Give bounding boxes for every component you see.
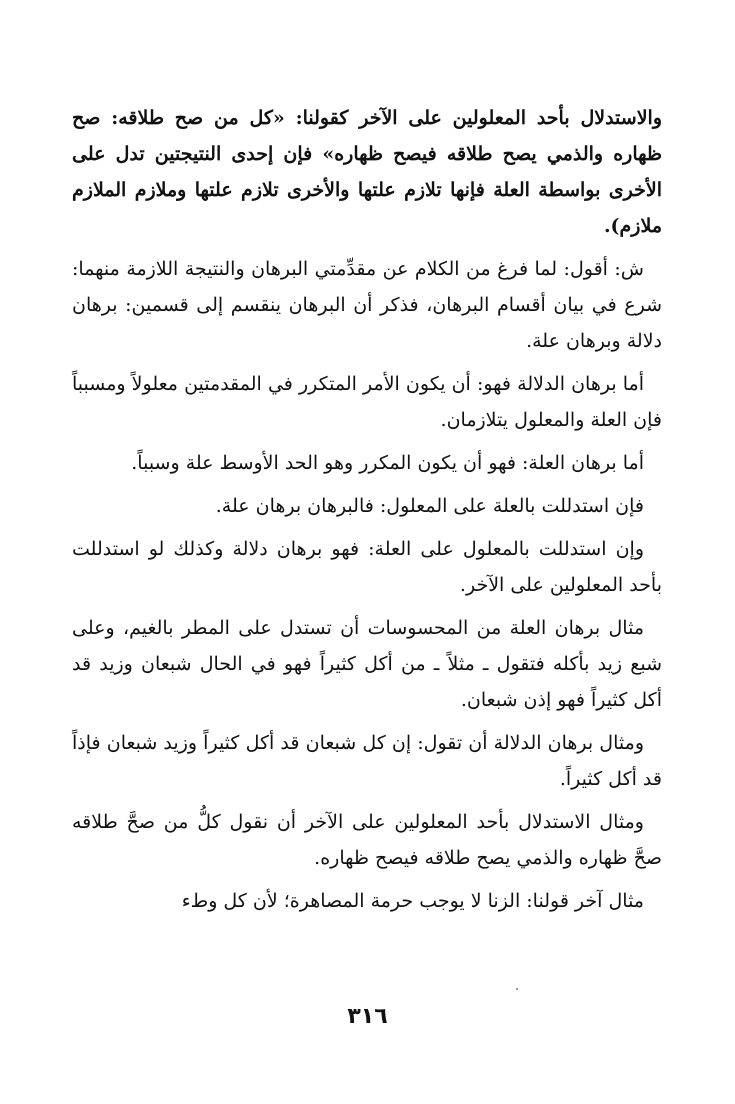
paragraph-illa-example: مثال برهان العلة من المحسوسات أن تستدل على المطر بالغيم، وعلى شبع زيد بأكله فتقول ـ مثلاً ـ من أكل كثيراً فهو في الحال شبعان وزيد قد أكل كثيراً فهو إذن شبعان. bbox=[72, 617, 662, 711]
paragraph-illa-inference: فإن استدللت بالعلة على المعلول: فالبرهان برهان علة. bbox=[215, 495, 644, 517]
page-number: ٣١٦ bbox=[347, 1004, 388, 1029]
paragraph-dalala-example: ومثال برهان الدلالة أن تقول: إن كل شبعان قد أكل كثيراً وزيد شبعان فإذاً قد أكل كثيراً. bbox=[72, 732, 662, 790]
paragraph-illa-definition: أما برهان العلة: فهو أن يكون المكرر وهو الحد الأوسط علة وسبباً. bbox=[131, 452, 644, 474]
paragraph-dalala-inference: وإن استدللت بالمعلول على العلة: فهو برهان دلالة وكذلك لو استدللت بأحد المعلولين على الآخر. bbox=[72, 538, 662, 596]
paragraph-dalala-definition: أما برهان الدلالة فهو: أن يكون الأمر المتكرر في المقدمتين معلولاً ومسبباً فإن العلة والمعلول يتلازمان. bbox=[72, 373, 662, 431]
paragraph-sharh-intro: ش: أقول: لما فرغ من الكلام عن مقدِّمتي البرهان والنتيجة اللازمة منهما: شرع في بيان أقسام البرهان، فذكر أن البرهان ينقسم إلى قسمين: برهان دلالة وبرهان علة. bbox=[72, 258, 662, 352]
paragraph-matn: والاستدلال بأحد المعلولين على الآخر كقولنا: «كل من صح طلاقه: صح ظهاره والذمي يصح طلاقه فيصح ظهاره» فإن إحدى النتيجتين تدل على الأخرى بواسطة العلة فإنها تلازم علتها والأخرى تلازم علتها وملازم الملازم ملازم). bbox=[72, 107, 662, 237]
paragraph-another-example: مثال آخر قولنا: الزنا لا يوجب حرمة المصاهرة؛ لأن كل وطء bbox=[181, 890, 644, 912]
paragraph-malul-example: ومثال الاستدلال بأحد المعلولين على الآخر أن نقول كلُّ من صحَّ طلاقه صحَّ ظهاره والذمي يصح طلاقه فيصح ظهاره. bbox=[72, 811, 662, 869]
text-body bbox=[72, 100, 662, 926]
ink-dot bbox=[516, 988, 518, 990]
